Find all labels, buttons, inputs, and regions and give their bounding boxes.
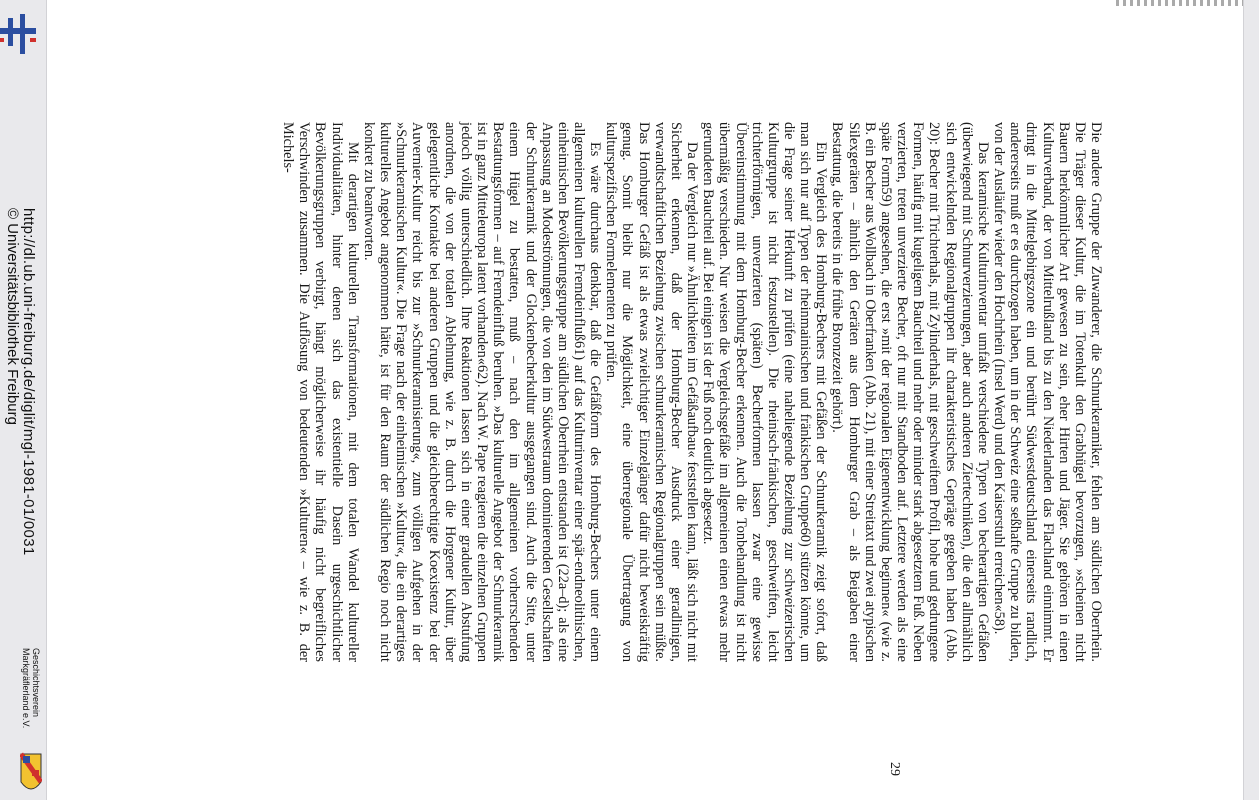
association-crest-icon [20,752,42,796]
document-url[interactable]: http://dl.ub.uni-freiburg.de/diglit/mgl-1981-01/0031 [20,208,37,556]
page-body-text [280,122,1104,662]
copyright-holder: © Universitätsbibliothek Freiburg [4,208,21,425]
page-number: 29 [887,762,902,776]
header-fragment [1116,0,1243,6]
paragraph-1: Die andere Gruppe der Zuwanderer, die Schnurkeramiker, fehlen am südlichen Oberrhein. Die Träger dieser Kultur, die im Totenkult den Grabhügel bevorzugen, »scheinen nicht Bauern herkömmlicher Art gewesen zu sein, eher Hirten und Jäger. Sie gehören in einen Kulturverband, der von Mittelrußland bis zu den Niederlanden das Flachland einnimmt. Er dringt in die Mittelgebirgszone ein und berührt Südwestdeutschland einerseits randlich, andererseits muß er es durchzogen haben, um in der Schweiz eine seßhafte Gruppe zu bilden, von der Ausläufer wieder den Hochrhein (Insel Werd) und den Kaiserstuhl erreichen«58). [991,122,1104,662]
paragraph-4: Da der Vergleich nur »Ähnlichkeiten im Gefäßaufbau« feststellen kann, läßt sich nicht mit Sicherheit erkennen, daß der Homburg-Becher Ausdruck einer geradlinigen, verwandtschaftlichen Beziehung zwischen schnurkeramischen Regionalgruppen sein müßte. Das Homburger Gefäß ist als etwas zwielichtiger Einzelgänger dafür nicht beweiskräftig genug. Somit bleibt nur die Möglichkeit, eine überregionale Übertragung von kulturspezifischen Formelementen zu prüfen. [603,122,701,662]
university-logo-icon [0,14,40,54]
page-viewport[interactable] [46,0,1243,800]
association-line-1: Geschichtsverein [31,648,41,718]
association-name [21,648,41,728]
paragraph-2: Das keramische Kulturinventar umfaßt verschiedene Typen von becherartigen Gefäßen (überwiegend mit Schnurverzierungen, aber auch anderen Ziertechniken), die den allmählich sich entwickelnden Regionalgruppen ihr charakteristisches Gepräge gegeben haben (Abb. 20): Becher mit Trichterhals, mit Zylinderhals, mit geschweiftem Profil, hohe und gedrungene Formen, häufig mit kugeligem Bauchteil und mehr oder minder stark abgesetztem Fuß. Neben verzierten, treten unverzierte Becher, oft nur mit Standboden auf. Letztere werden als eine späte Form59) angesehen, die erst »mit der regionalen Eigenentwicklung beginnen« (wie z. B. ein Becher aus Wollbach in Oberfranken (Abb. 21), mit einer Streitaxt und zwei atypischen Silexgeräten – ähnlich den Geräten aus dem Homburger Grab – als Beigaben einer Bestattung, die bereits in die frühe Bronzezeit gehört). [829,122,991,662]
paragraph-3: Ein Vergleich des Homburg-Bechers mit Gefäßen der Schnurkeramik zeigt sofort, daß man sich nur auf Typen der rheinmainischen und fränkischen Gruppe60) stützen könnte, um die Frage seiner Herkunft zu prüfen (eine naheliegende Beziehung zur schweizerischen Kulturgruppe ist nicht festzustellen). Die rheinisch-fränkischen, geschweiften, leicht trichterförmigen, unverzierten (späten) Becherformen lassen zwar eine gewisse Übereinstimmung mit dem Homburg-Becher erkennen. Auch die Tonbehandlung ist nicht übermäßig verschieden. Nur weisen die Vergleichsgefäße im allgemeinen einen etwas mehr gerundeten Bauchteil auf. Bei einigen ist der Fuß noch deutlich abgesetzt. [700,122,830,662]
paragraph-5: Es wäre durchaus denkbar, daß die Gefäßform des Homburg-Bechers unter einem allgemeinen kulturellen Fremdeinfluß61) auf das Kulturinventar einer spät-endneolithischen, einheimischen Bevölkerungsgruppe am südlichen Oberrhein entstanden ist (22a–d); als eine Anpassung an Modeströmungen, die von den im Südwestraum dominierenden Gesellschaften der Schnurkeramik und der Glockenbecherkultur ausgegangen sind. Auch die Sitte, unter einem Hügel zu bestatten, muß – nach den im allgemeinen vorherrschenden Bestattungsformen – auf Fremdeinfluß beruhen. »Das kulturelle Angebot der Schnurkeramik ist in ganz Mitteleuropa latent vorhanden«62). Nach W. Pape reagieren die einzelnen Gruppen jedoch völlig unterschiedlich. Ihre Reaktionen lassen sich in einer graduellen Abstufung anordnen, die von der totalen Ablehnung, wie z. B. durch die Horgener Kultur, über gelegentliche Kontakte bei anderen Gruppen und die gleichberechtigte Koexistenz bei der Auvernier-Kultur reicht bis zur »Schnurkeramisierung«, zum völligen Aufgehen in der »Schnurkeramischen Kultur«. Die Frage nach der einheimischen »Kultur«, die ein derartiges kulturelles Angebot angenommen hätte, ist für den Raum der südlichen Regio noch nicht konkret zu beantworten. [360,122,604,662]
left-sidebar [0,0,47,800]
paragraph-6: Mit derartigen kulturellen Transformationen, mit dem totalen Wandel kultureller Individualitäten, hinter denen sich das existentielle Dasein urgeschichtlicher Bevölkerungsgruppen verbirgt, hängt möglicherweise ihr häufig nicht begreifliches Verschwinden zusammen. Die Auflösung von bedeutenden »Kulturen« – wie z. B. der Michels- [280,122,361,662]
right-sidebar [1243,0,1259,800]
association-line-2: Markgräflerland e.V. [21,648,31,729]
